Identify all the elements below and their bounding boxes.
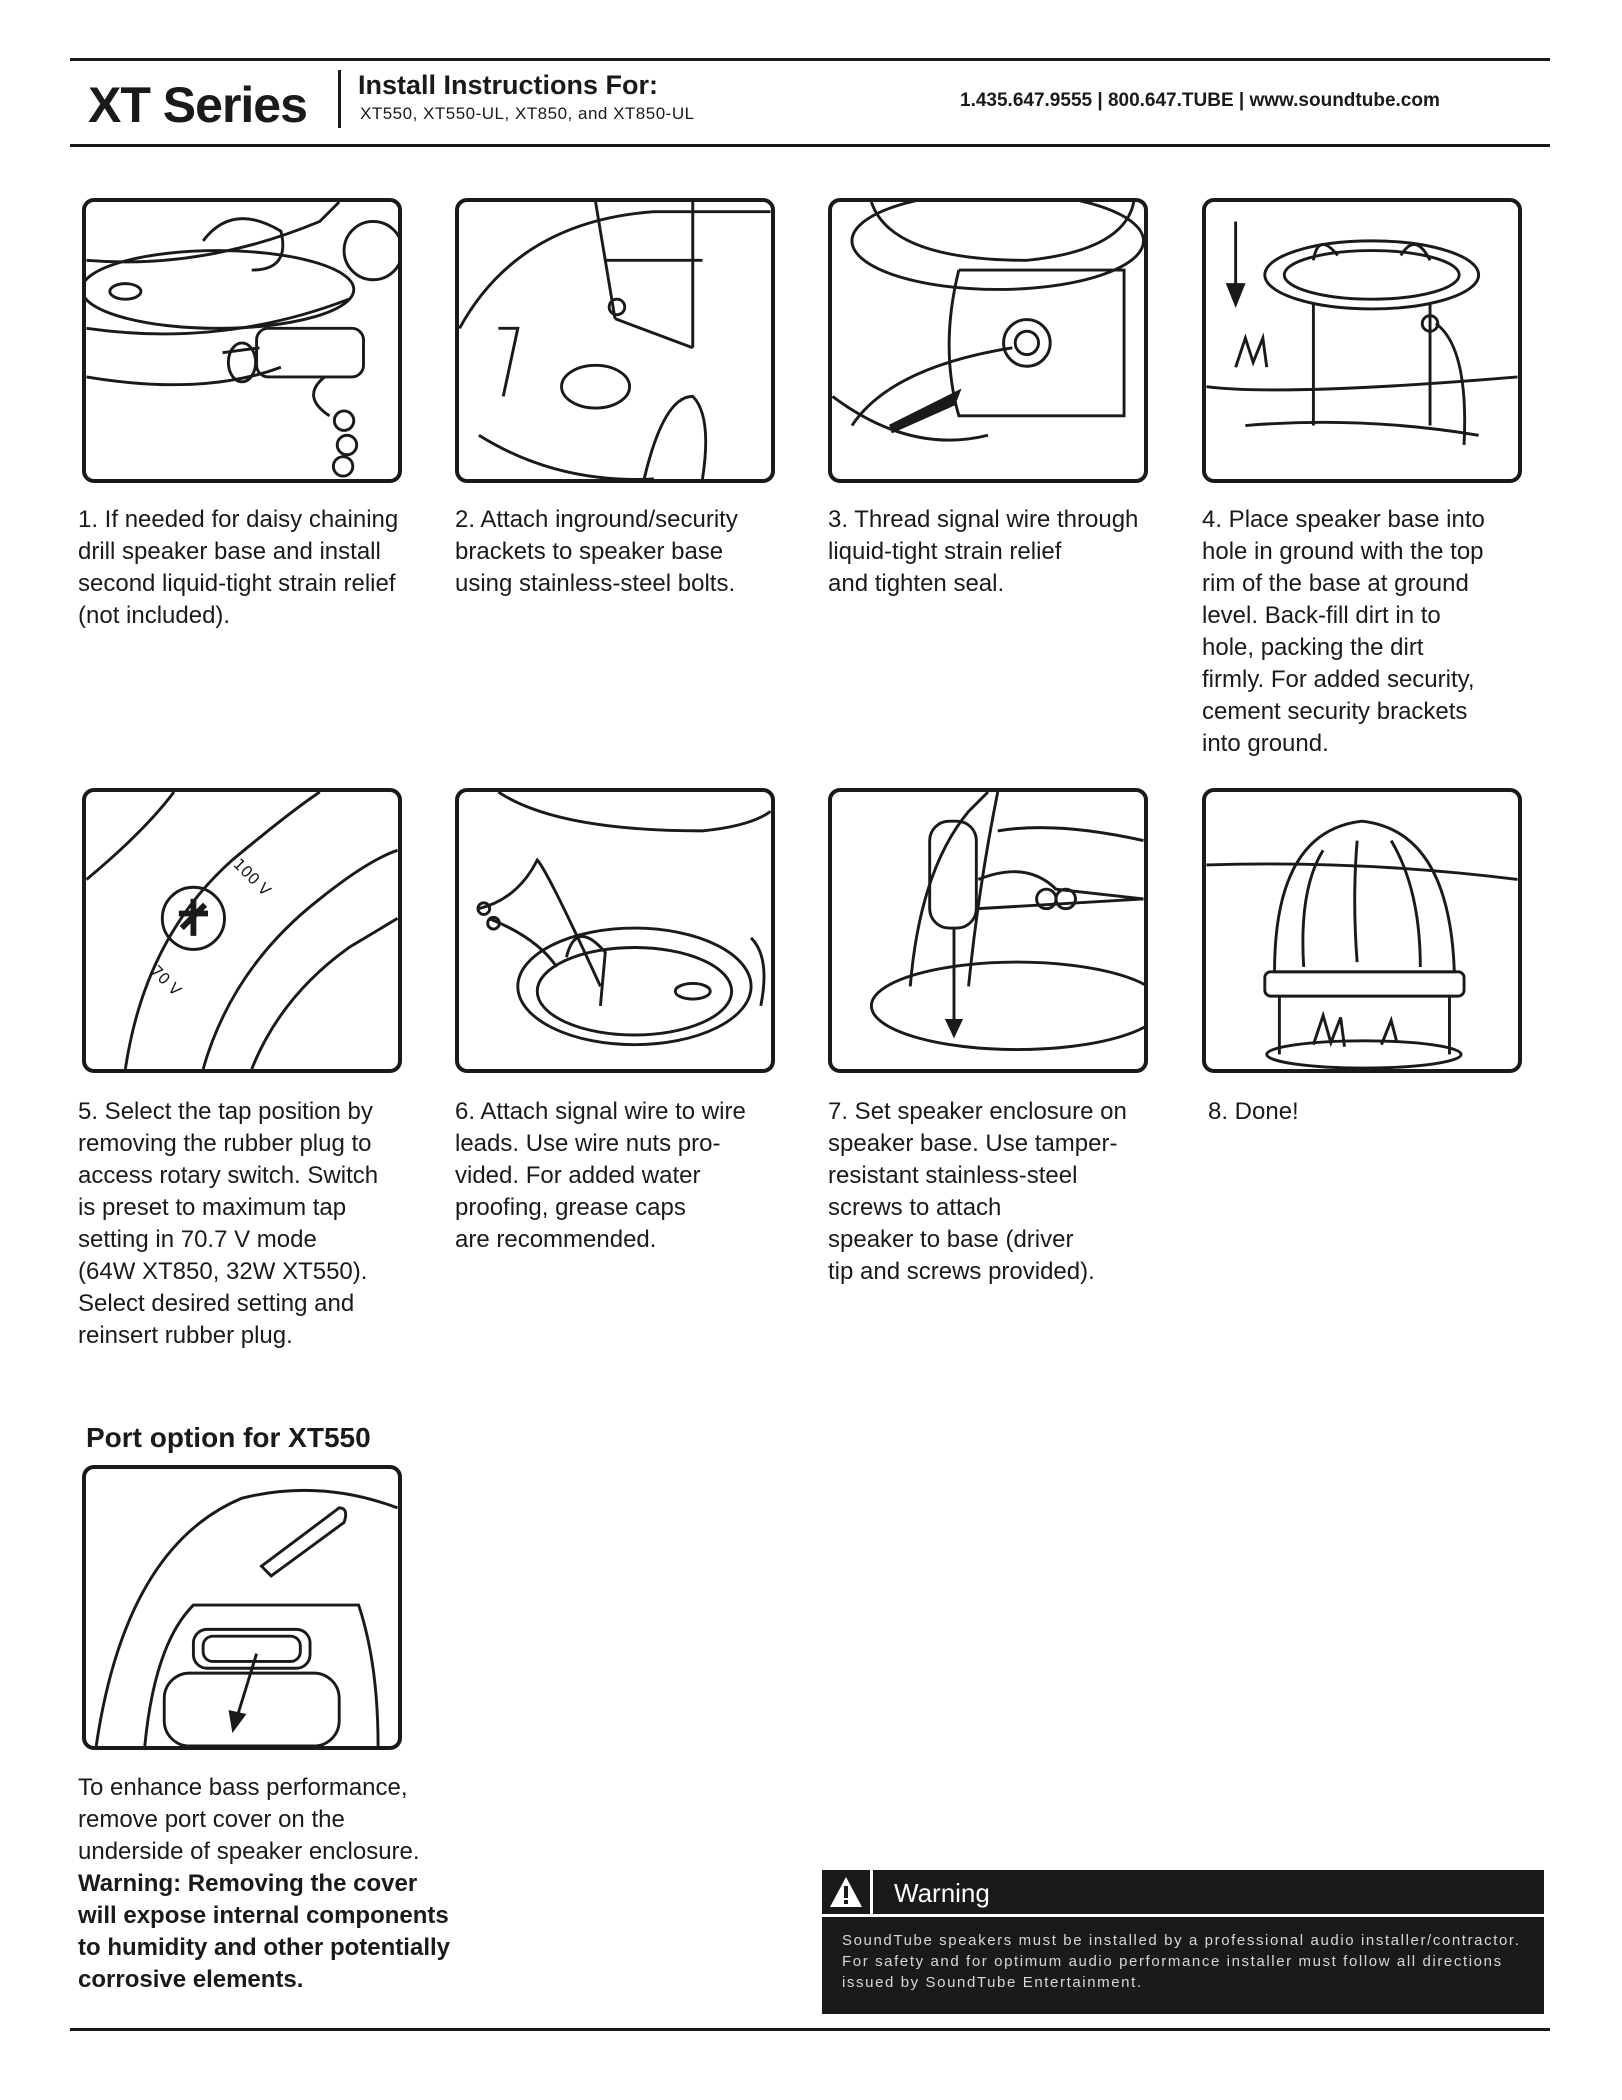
- header-divider: [338, 70, 341, 128]
- contact-info: 1.435.647.9555 | 800.647.TUBE | www.soundtube.com: [960, 90, 1440, 111]
- tap-label-100v: 100 V: [229, 854, 275, 900]
- step-8-illustration: [1202, 788, 1522, 1073]
- port-option-illustration: [82, 1465, 402, 1750]
- install-title: Install Instructions For:: [358, 70, 659, 100]
- step-4-caption: 4. Place speaker base into hole in ground with the top rim of the base at ground level. Back-fill dirt in to hole, packing the dirt firmly. For added security, cement security brackets into ground.: [1202, 506, 1485, 757]
- step-3-caption: 3. Thread signal wire through liquid-tight strain relief and tighten seal.: [828, 506, 1139, 597]
- step-7-illustration: [828, 788, 1148, 1073]
- step-2-illustration: [455, 198, 775, 483]
- step-5-illustration: [82, 788, 402, 1073]
- step-1-illustration: [82, 198, 402, 483]
- step-1-caption: 1. If needed for daisy chaining drill speaker base and install second liquid-tight strain relief (not included).: [78, 506, 399, 629]
- step-8-caption: 8. Done!: [1208, 1098, 1299, 1125]
- port-option-text: To enhance bass performance, remove port cover on the underside of speaker enclosure.: [78, 1774, 420, 1865]
- series-title: XT Series: [88, 77, 307, 133]
- warning-icon: [822, 1870, 873, 1914]
- warning-box: [822, 1870, 1544, 2014]
- step-6-illustration: [455, 788, 775, 1073]
- warning-text: SoundTube speakers must be installed by a professional audio installer/contractor. For safety and for optimum audio performance installer must follow all directions issued by SoundTube Entertainment.: [842, 1932, 1521, 1991]
- port-option-warning: Warning: Removing the cover will expose internal components to humidity and other potentially corrosive elements.: [78, 1870, 450, 1993]
- tap-label-70v: 70 V: [146, 961, 185, 1000]
- step-5-caption: 5. Select the tap position by removing the rubber plug to access rotary switch. Switch is preset to maximum tap setting in 70.7 V mode (64W XT850, 32W XT550). Select desired setting and reinsert rubber plug.: [78, 1098, 379, 1349]
- header-top-rule: [70, 58, 1550, 61]
- step-7-caption: 7. Set speaker enclosure on speaker base. Use tamper- resistant stainless-steel screws to attach speaker to base (driver tip and screws provided).: [828, 1098, 1127, 1285]
- warning-header: [822, 1870, 1544, 1917]
- model-list: XT550, XT550-UL, XT850, and XT850-UL: [360, 104, 695, 123]
- step-6-caption: 6. Attach signal wire to wire leads. Use wire nuts pro- vided. For added water proofing, grease caps are recommended.: [455, 1098, 746, 1253]
- step-2-caption: 2. Attach inground/security brackets to speaker base using stainless-steel bolts.: [455, 506, 738, 597]
- port-option-heading: Port option for XT550: [86, 1422, 371, 1453]
- step-3-illustration: [828, 198, 1148, 483]
- warning-label: Warning: [894, 1878, 990, 1908]
- header-bottom-rule: [70, 144, 1550, 147]
- footer-rule: [70, 2028, 1550, 2031]
- step-4-illustration: [1202, 198, 1522, 483]
